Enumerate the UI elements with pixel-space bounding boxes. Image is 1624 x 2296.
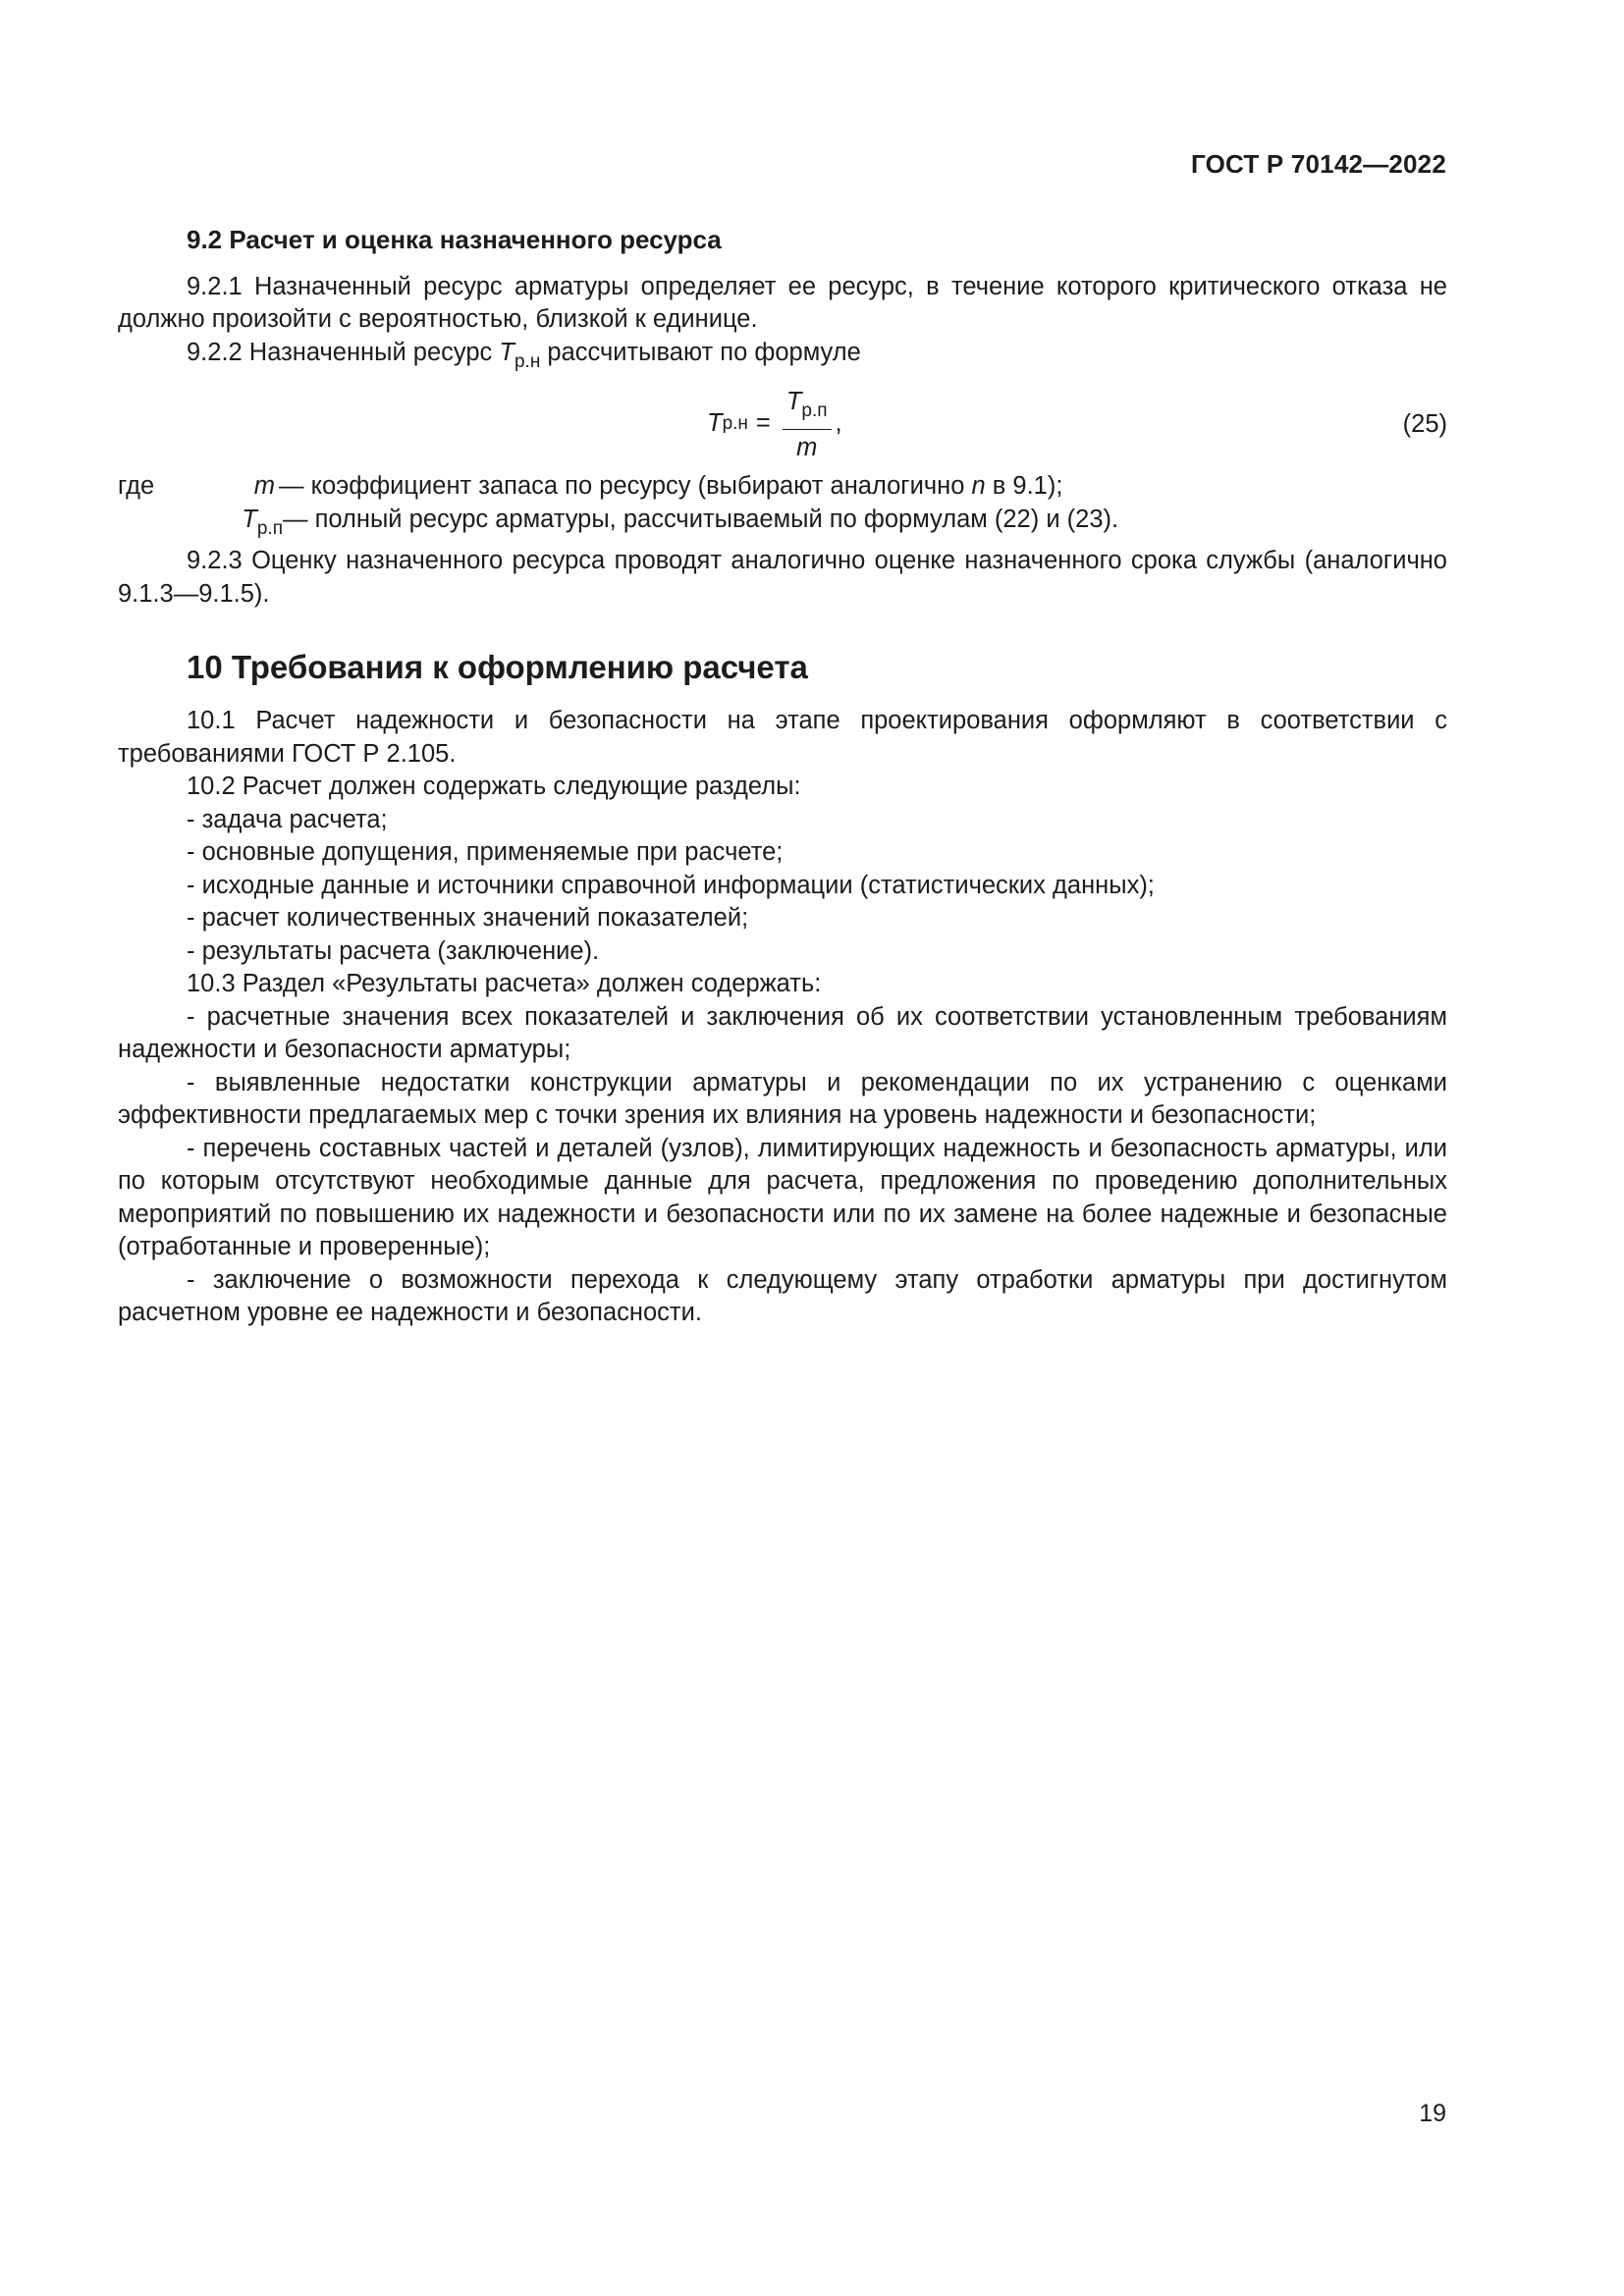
- paragraph-10-2: 10.2 Расчет должен содержать следующие разделы:: [187, 773, 801, 800]
- paragraph-10-3: 10.3 Раздел «Результаты расчета» должен содержать:: [187, 970, 822, 997]
- fraction-denominator: m: [796, 433, 818, 461]
- fraction-numerator: [783, 386, 832, 430]
- document-code: ГОСТ Р 70142—2022: [1191, 149, 1446, 179]
- paragraph-10-1: 10.1 Расчет надежности и безопасности на этапе проектирования оформляют в соответствии с требованиями ГОСТ Р 2.105.: [118, 707, 1447, 768]
- list-item: - расчетные значения всех показателей и заключения об их соответствии установленным требованиям надежности и безопасности арматуры;: [118, 1002, 1447, 1063]
- list-sections: [118, 804, 1447, 969]
- list-item: - заключение о возможности перехода к следующему этапу отработки арматуры при достигнутом расчетном уровне ее надежности и безопасности.: [118, 1265, 1447, 1326]
- where-row-trp: [118, 504, 1447, 546]
- where-key-trp: [118, 504, 283, 546]
- page-content: [118, 224, 1447, 1330]
- where-key-m: [118, 470, 279, 504]
- formula-fraction: [783, 386, 832, 463]
- where-text-m-b: в 9.1);: [985, 472, 1063, 500]
- formula-lhs-sub: р.н: [722, 413, 748, 435]
- formula-expression: [707, 384, 842, 464]
- where-symbol-m: m: [253, 472, 275, 500]
- formula-25: [118, 384, 1447, 464]
- where-row-m: [118, 470, 1447, 504]
- list-results: [118, 1001, 1447, 1330]
- list-item: - перечень составных частей и деталей (узлов), лимитирующих надежность и безопасность арматуры, или по которым отсутствуют необходимые данные для расчета, предложения по проведению дополнительных мероприятий по повышению их надежности и безопасности или по их замене на более надежные и безопасные (отработанные и проверенные);: [118, 1134, 1447, 1260]
- paragraph-9-2-3: 9.2.3 Оценку назначенного ресурса проводят аналогично оценке назначенного срока службы (аналогично 9.1.3—9.1.5).: [118, 547, 1447, 608]
- where-definition-m: [279, 470, 1062, 504]
- list-item: - расчет количественных значений показателей;: [187, 904, 749, 932]
- subsection-heading-9-2: 9.2 Расчет и оценка назначенного ресурса: [187, 225, 722, 254]
- formula-equals: =: [755, 409, 771, 438]
- page-number: 19: [1419, 2100, 1446, 2127]
- formula-number: (25): [1402, 410, 1447, 438]
- list-item: - основные допущения, применяемые при расчете;: [187, 838, 784, 866]
- paragraph-9-2-1: 9.2.1 Назначенный ресурс арматуры определяет ее ресурс, в течение которого критического отказа не должно произойти с вероятностью, близкой к единице.: [118, 272, 1447, 333]
- where-symbol-t-sub: р.п: [256, 517, 283, 539]
- where-symbol-t: T: [242, 505, 257, 533]
- list-item: - выявленные недостатки конструкции арматуры и рекомендации по их устранению с оценками эффективности предлагаемых мер с точки зрения их влияния на уровень надежности и безопасности;: [118, 1068, 1447, 1129]
- resource-symbol: T: [499, 338, 514, 366]
- where-text-m-a: — коэффициент запаса по ресурсу (выбирают аналогично: [279, 472, 972, 500]
- formula-trailing-comma: ,: [835, 409, 842, 438]
- section-heading-10: 10 Требования к оформлению расчета: [187, 649, 808, 685]
- where-label: где: [118, 472, 155, 500]
- paragraph-9-2-2-suffix: рассчитывают по формуле: [540, 338, 861, 366]
- where-var-n: n: [971, 472, 986, 500]
- list-item: - задача расчета;: [187, 805, 388, 833]
- numerator-var: T: [785, 387, 802, 415]
- formula-lhs-var: T: [707, 409, 723, 438]
- paragraph-9-2-2: [118, 337, 1447, 379]
- list-item: - исходные данные и источники справочной информации (статистических данных);: [187, 871, 1155, 899]
- where-definition-trp: — полный ресурс арматуры, рассчитываемый по формулам (22) и (23).: [283, 505, 1119, 533]
- numerator-sub: р.п: [801, 400, 828, 421]
- list-item: - результаты расчета (заключение).: [187, 936, 600, 965]
- resource-subscript: р.н: [514, 350, 541, 372]
- paragraph-9-2-2-prefix: 9.2.2 Назначенный ресурс: [187, 338, 500, 366]
